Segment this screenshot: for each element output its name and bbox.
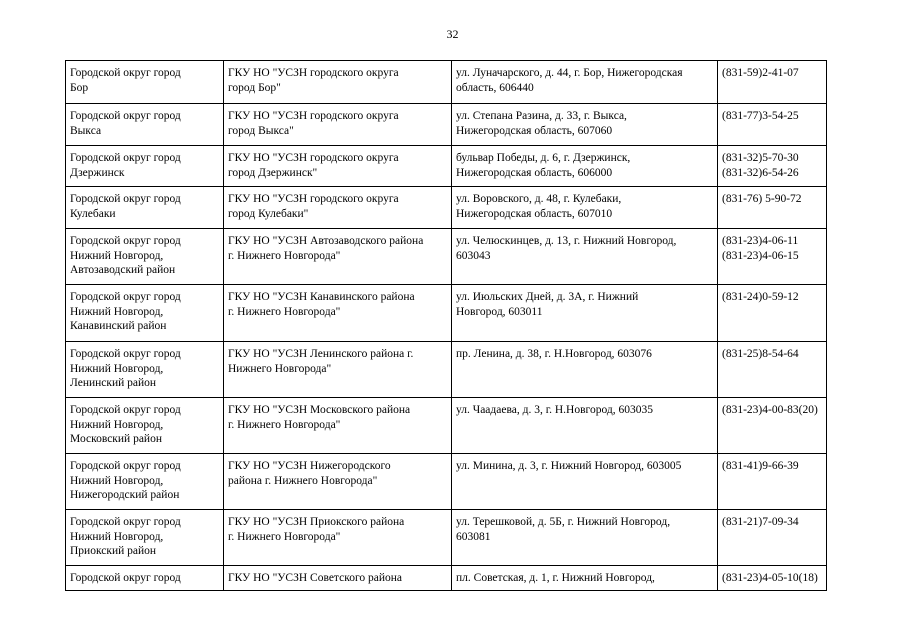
page-number: 32 [446,27,459,41]
agency-cell: ГКУ НО "УСЗН Автозаводского района г. Нижнего Новгорода" [224,229,452,285]
table-row [66,342,827,398]
phone-cell: (831-76) 5-90-72 [718,187,827,229]
address-cell: ул. Челюскинцев, д. 13, г. Нижний Новгород, 603043 [452,229,718,285]
agency-cell: ГКУ НО "УСЗН городского округа город Дзержинск" [224,146,452,187]
district-cell: Городской округ город Дзержинск [66,146,224,187]
phone-cell: (831-23)4-00-83(20) [718,398,827,454]
table-row [66,510,827,566]
agency-cell: ГКУ НО "УСЗН Приокского района г. Нижнего Новгорода" [224,510,452,566]
district-cell: Городской округ город Нижний Новгород, Ленинский район [66,342,224,398]
district-cell: Городской округ город Бор [66,61,224,104]
agency-cell: ГКУ НО "УСЗН Ленинского района г. Нижнего Новгорода" [224,342,452,398]
table-row [66,187,827,229]
address-cell: пл. Советская, д. 1, г. Нижний Новгород, [452,566,718,591]
table-row [66,566,827,591]
address-cell: ул. Степана Разина, д. 33, г. Выкса, Нижегородская область, 607060 [452,104,718,146]
agency-cell: ГКУ НО "УСЗН городского округа город Кулебаки" [224,187,452,229]
table-row [66,398,827,454]
address-cell: ул. Воровского, д. 48, г. Кулебаки, Нижегородская область, 607010 [452,187,718,229]
district-cell: Городской округ город Кулебаки [66,187,224,229]
table-row [66,454,827,510]
address-cell: ул. Чаадаева, д. 3, г. Н.Новгород, 603035 [452,398,718,454]
address-cell: ул. Июльских Дней, д. 3А, г. Нижний Новгород, 603011 [452,285,718,342]
agency-cell: ГКУ НО "УСЗН Нижегородского района г. Нижнего Новгорода" [224,454,452,510]
agency-cell: ГКУ НО "УСЗН Канавинского района г. Нижнего Новгорода" [224,285,452,342]
agency-cell: ГКУ НО "УСЗН Московского района г. Нижнего Новгорода" [224,398,452,454]
district-cell: Городской округ город Нижний Новгород, Приокский район [66,510,224,566]
agency-cell: ГКУ НО "УСЗН городского округа город Бор" [224,61,452,104]
table-row [66,285,827,342]
agency-cell: ГКУ НО "УСЗН Советского района [224,566,452,591]
phone-cell: (831-41)9-66-39 [718,454,827,510]
phone-cell: (831-24)0-59-12 [718,285,827,342]
address-cell: бульвар Победы, д. 6, г. Дзержинск, Нижегородская область, 606000 [452,146,718,187]
district-cell: Городской округ город Выкса [66,104,224,146]
address-cell: ул. Терешковой, д. 5Б, г. Нижний Новгород, 603081 [452,510,718,566]
phone-cell: (831-77)3-54-25 [718,104,827,146]
phone-cell: (831-23)4-05-10(18) [718,566,827,591]
address-cell: ул. Луначарского, д. 44, г. Бор, Нижегородская область, 606440 [452,61,718,104]
address-cell: пр. Ленина, д. 38, г. Н.Новгород, 603076 [452,342,718,398]
agency-contacts-table [65,60,827,591]
district-cell: Городской округ город [66,566,224,591]
phone-cell: (831-21)7-09-34 [718,510,827,566]
district-cell: Городской округ город Нижний Новгород, Московский район [66,398,224,454]
table-row [66,146,827,187]
district-cell: Городской округ город Нижний Новгород, Автозаводский район [66,229,224,285]
table-row [66,61,827,104]
district-cell: Городской округ город Нижний Новгород, Канавинский район [66,285,224,342]
phone-cell: (831-59)2-41-07 [718,61,827,104]
table-row [66,104,827,146]
district-cell: Городской округ город Нижний Новгород, Нижегородский район [66,454,224,510]
phone-cell: (831-32)5-70-30 (831-32)6-54-26 [718,146,827,187]
phone-cell: (831-25)8-54-64 [718,342,827,398]
phone-cell: (831-23)4-06-11 (831-23)4-06-15 [718,229,827,285]
address-cell: ул. Минина, д. 3, г. Нижний Новгород, 603005 [452,454,718,510]
table-row [66,229,827,285]
agency-cell: ГКУ НО "УСЗН городского округа город Выкса" [224,104,452,146]
